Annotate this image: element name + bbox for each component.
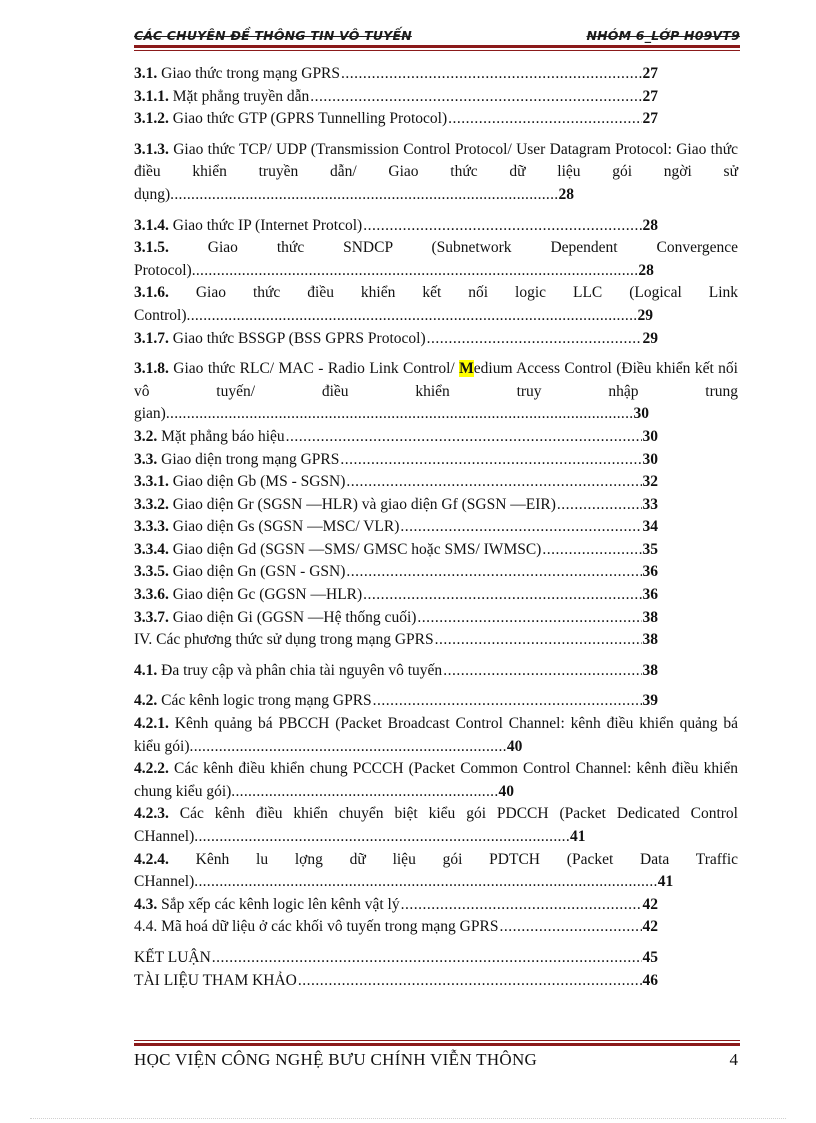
toc-entry-page: 33 [642, 495, 658, 513]
toc-entry-title: Mã hoá dữ liệu ở các khối vô tuyến trong mạng GPRS [157, 918, 499, 936]
toc-entry[interactable] [134, 471, 738, 494]
leader-dots: ............................................................................................................... [194, 873, 658, 891]
leader-dots [401, 894, 642, 917]
toc-entry-title: KẾT LUẬN [134, 948, 211, 966]
toc-entry-number: 3.1. [134, 65, 158, 82]
leader-dots [363, 215, 641, 238]
toc-entry-number: 3.2. [134, 427, 158, 445]
toc-entry-title: Giao diện Gs (SGSN —MSC/ VLR) [168, 518, 400, 536]
toc-entry-label [134, 660, 442, 683]
toc-entry-page: 30 [633, 405, 649, 423]
leader-dots [542, 539, 641, 562]
header-left-title: CÁC CHUYÊN ĐỀ THÔNG TIN VÔ TUYẾN [134, 28, 412, 43]
leader-dots: ........................................................................................................... [191, 261, 639, 279]
toc-entry-title: Kênh lu lợng dữ liệu gói PDTCH (Packet Data Traffic CHannel) [134, 850, 738, 891]
toc-entry-number: 3.3. [134, 450, 158, 468]
toc-entry-number: 3.1.3. [134, 140, 169, 158]
toc-entry-title: Giao thức IP (Internet Protcol) [168, 216, 363, 234]
toc-entry[interactable] [134, 449, 738, 472]
leader-dots: ................................................................................................................ [165, 405, 634, 423]
toc-entry[interactable] [134, 282, 738, 327]
leader-dots [417, 607, 641, 630]
footer-rule-thick [134, 1043, 740, 1046]
toc-entry-page: 28 [638, 261, 654, 279]
toc-entry-page: 39 [642, 692, 658, 710]
toc-entry-number: 3.1.7. [134, 329, 169, 347]
toc-entry-title: Giao diện Gi (GGSN —Hệ thống cuối) [168, 608, 417, 626]
page-bottom-border [30, 1118, 786, 1119]
table-of-contents [134, 63, 738, 992]
toc-entry-label [134, 63, 340, 86]
toc-entry-title: Giao diện trong mạng GPRS [157, 450, 340, 468]
toc-entry[interactable] [134, 108, 738, 131]
toc-entry-page: 41 [570, 828, 586, 845]
toc-entry-page: 29 [637, 306, 653, 324]
leader-dots [346, 471, 641, 494]
leader-dots: ................................................................ [231, 782, 499, 800]
toc-entry-page: 27 [642, 110, 658, 128]
leader-dots [212, 947, 642, 970]
toc-entry-number: IV. [134, 631, 153, 649]
toc-entry-label [134, 215, 362, 238]
leader-dots [341, 63, 641, 86]
toc-entry-title: Giao thức RLC/ MAC - Radio Link Control/ [168, 360, 460, 378]
toc-entry-title: Giao thức SNDCP (Subnetwork Dependent Convergence Protocol) [134, 239, 738, 279]
toc-entry-number: 3.1.6. [134, 284, 169, 302]
toc-entry[interactable] [134, 803, 738, 848]
toc-entry[interactable] [134, 970, 738, 993]
toc-entry-page: 38 [642, 661, 658, 679]
toc-entry-title: Giao thức BSSGP (BSS GPRS Protocol) [168, 329, 426, 347]
toc-entry-title: Giao diện Gb (MS - SGSN) [168, 473, 346, 491]
toc-entry-title: Giao thức điều khiển kết nối logic LLC (Logical Link Control) [134, 284, 738, 324]
footer-rule-thin [134, 1040, 740, 1041]
toc-entry-page: 27 [642, 87, 658, 105]
toc-entry[interactable] [134, 358, 738, 426]
leader-dots [443, 660, 641, 683]
toc-entry-number: 4.2. [134, 692, 158, 710]
toc-entry-title: Mặt phẳng báo hiệu [157, 427, 285, 445]
toc-entry-number: 3.3.7. [134, 608, 169, 626]
toc-entry-page: 28 [558, 185, 574, 203]
toc-entry-title-cont: edium Access Control (Điều khiển kết nối vô tuyến/ điều khiển truy nhập trung gian) [134, 360, 738, 423]
leader-dots [286, 426, 642, 449]
page-number: 4 [729, 1050, 738, 1069]
leader-dots [298, 970, 642, 993]
toc-entry-title: Các kênh điều khiển chuyển biệt kiểu gói PDCCH (Packet Dedicated Control CHannel) [134, 805, 738, 845]
toc-entry-title: Kênh quảng bá PBCCH (Packet Broadcast Control Channel: kênh điều khiển quảng bá kiểu gói) [134, 715, 738, 755]
toc-entry-label [134, 516, 399, 539]
toc-entry-number: 4.1. [134, 661, 158, 679]
toc-entry-number: 3.3.2. [134, 495, 169, 513]
toc-entry-number: 3.3.4. [134, 540, 169, 558]
toc-entry[interactable] [134, 426, 738, 449]
toc-entry-number: 3.3.3. [134, 518, 169, 536]
leader-dots [557, 494, 642, 517]
leader-dots: ............................................................................................................ [186, 306, 638, 324]
toc-entry[interactable] [134, 916, 738, 939]
leader-dots [448, 108, 641, 131]
toc-entry-label [134, 426, 285, 449]
header-right-title: NHÓM 6_LỚP H09VT9 [586, 28, 740, 43]
toc-entry-title: Giao diện Gd (SGSN —SMS/ GMSC hoặc SMS/ IWMSC) [168, 540, 542, 558]
toc-entry-page: 40 [498, 782, 514, 800]
toc-entry-label [134, 690, 372, 713]
toc-entry-title: Giao thức TCP/ UDP (Transmission Control Protocol/ User Datagram Protocol: Giao thức điều khiển truyền dẫn/ Giao thức dữ liệu gói ngời sử dụng) [134, 140, 738, 203]
leader-dots: .......................................................................................... [194, 828, 571, 845]
toc-entry[interactable] [134, 86, 738, 109]
leader-dots: ............................................................................................. [170, 185, 559, 203]
toc-entry[interactable] [134, 516, 738, 539]
toc-entry-number: 4.2.3. [134, 805, 169, 823]
toc-entry[interactable] [134, 607, 738, 630]
toc-entry-title: Các kênh điều khiển chung PCCCH (Packet Common Control Channel: kênh điều khiển chung kiểu gói) [134, 760, 738, 800]
toc-entry-label [134, 328, 426, 351]
toc-entry[interactable] [134, 237, 738, 282]
toc-entry-page: 41 [657, 873, 674, 891]
toc-entry-number: 4.2.2. [134, 760, 169, 778]
footer-institution: HỌC VIỆN CÔNG NGHỆ BƯU CHÍNH VIỄN THÔNG [134, 1050, 538, 1069]
toc-entry[interactable] [134, 713, 738, 758]
toc-entry-label [134, 947, 211, 970]
toc-entry[interactable] [134, 629, 738, 652]
toc-entry-label [134, 86, 309, 109]
toc-entry-page: 30 [642, 427, 658, 445]
leader-dots [346, 561, 641, 584]
toc-entry-page: 38 [642, 631, 658, 649]
toc-entry-page: 42 [642, 895, 658, 913]
toc-entry-title: Các phương thức sử dụng trong mạng GPRS [152, 631, 434, 649]
toc-entry-page: 36 [642, 563, 658, 581]
toc-entry-page: 36 [642, 586, 658, 604]
leader-dots [435, 629, 642, 652]
toc-entry-number: 3.1.4. [134, 216, 169, 234]
toc-entry-title: Giao thức GTP (GPRS Tunnelling Protocol) [168, 110, 448, 128]
toc-entry-title: Đa truy cập và phân chia tài nguyên vô tuyến [157, 661, 443, 679]
toc-entry-page: 28 [642, 216, 658, 234]
toc-entry-label [134, 916, 498, 939]
toc-entry-page: 27 [642, 65, 658, 82]
toc-entry-page: 46 [642, 971, 658, 989]
toc-entry[interactable] [134, 849, 738, 894]
toc-entry-number: 3.1.8. [134, 360, 169, 378]
leader-dots [373, 690, 642, 713]
toc-entry-number: 3.1.5. [134, 239, 169, 257]
toc-entry-page: 35 [642, 540, 658, 558]
toc-entry-page: 34 [642, 518, 658, 536]
toc-entry-label [134, 449, 339, 472]
highlighted-text: M [459, 360, 474, 378]
toc-entry-label [134, 894, 400, 917]
toc-entry[interactable] [134, 660, 738, 683]
toc-entry-title: Giao thức trong mạng GPRS [157, 65, 341, 82]
toc-entry-title: Mặt phẳng truyền dẫn [168, 87, 310, 105]
toc-entry-number: 4.4. [134, 918, 158, 936]
toc-entry-label [134, 970, 297, 993]
toc-entry-page: 40 [506, 737, 523, 755]
toc-entry-page: 29 [642, 329, 658, 347]
toc-entry-number: 3.1.1. [134, 87, 169, 105]
leader-dots [427, 328, 642, 351]
toc-entry-label [134, 584, 362, 607]
toc-entry-label [134, 494, 556, 517]
toc-entry-page: 32 [642, 473, 658, 491]
toc-entry-page: 45 [642, 948, 658, 966]
toc-entry[interactable] [134, 328, 738, 351]
toc-entry-label [134, 607, 416, 630]
toc-entry-title: Giao diện Gc (GGSN —HLR) [168, 586, 363, 604]
toc-entry-title: TÀI LIỆU THAM KHẢO [134, 971, 297, 989]
toc-entry[interactable] [134, 758, 738, 803]
toc-entry-number: 3.3.1. [134, 473, 169, 491]
header-rule-thin [134, 50, 740, 51]
leader-dots [310, 86, 641, 109]
toc-entry-label [134, 471, 345, 494]
toc-entry[interactable] [134, 947, 738, 970]
toc-entry-title: Sắp xếp các kênh logic lên kênh vật lý [157, 895, 400, 913]
toc-entry-label [134, 108, 447, 131]
toc-entry-page: 38 [642, 608, 658, 626]
leader-dots [400, 516, 641, 539]
leader-dots: ............................................................................ [189, 737, 507, 755]
toc-entry[interactable] [134, 584, 738, 607]
toc-entry-label [134, 561, 345, 584]
toc-entry-number: 4.3. [134, 895, 158, 913]
toc-entry-title: Các kênh logic trong mạng GPRS [157, 692, 372, 710]
toc-entry[interactable] [134, 215, 738, 238]
toc-entry-label [134, 539, 541, 562]
toc-entry-label [134, 629, 434, 652]
toc-entry-number: 4.2.1. [134, 715, 169, 733]
toc-entry-page: 30 [642, 450, 658, 468]
toc-entry[interactable] [134, 690, 738, 713]
toc-entry[interactable] [134, 494, 738, 517]
toc-entry[interactable] [134, 894, 738, 917]
header-rule-thick [134, 45, 740, 48]
toc-entry-title: Giao diện Gr (SGSN —HLR) và giao diện Gf (SGSN —EIR) [168, 495, 556, 513]
toc-entry[interactable] [134, 539, 738, 562]
leader-dots [363, 584, 641, 607]
toc-entry-number: 3.3.5. [134, 563, 169, 581]
toc-entry[interactable] [134, 63, 738, 86]
toc-entry-page: 42 [642, 918, 658, 936]
toc-entry-title: Giao diện Gn (GSN - GSN) [168, 563, 346, 581]
toc-entry-number: 4.2.4. [134, 850, 169, 868]
toc-entry[interactable] [134, 561, 738, 584]
leader-dots [340, 449, 641, 472]
leader-dots [499, 916, 641, 939]
toc-entry-number: 3.1.2. [134, 110, 169, 128]
toc-entry-number: 3.3.6. [134, 586, 169, 604]
toc-entry[interactable] [134, 139, 738, 207]
